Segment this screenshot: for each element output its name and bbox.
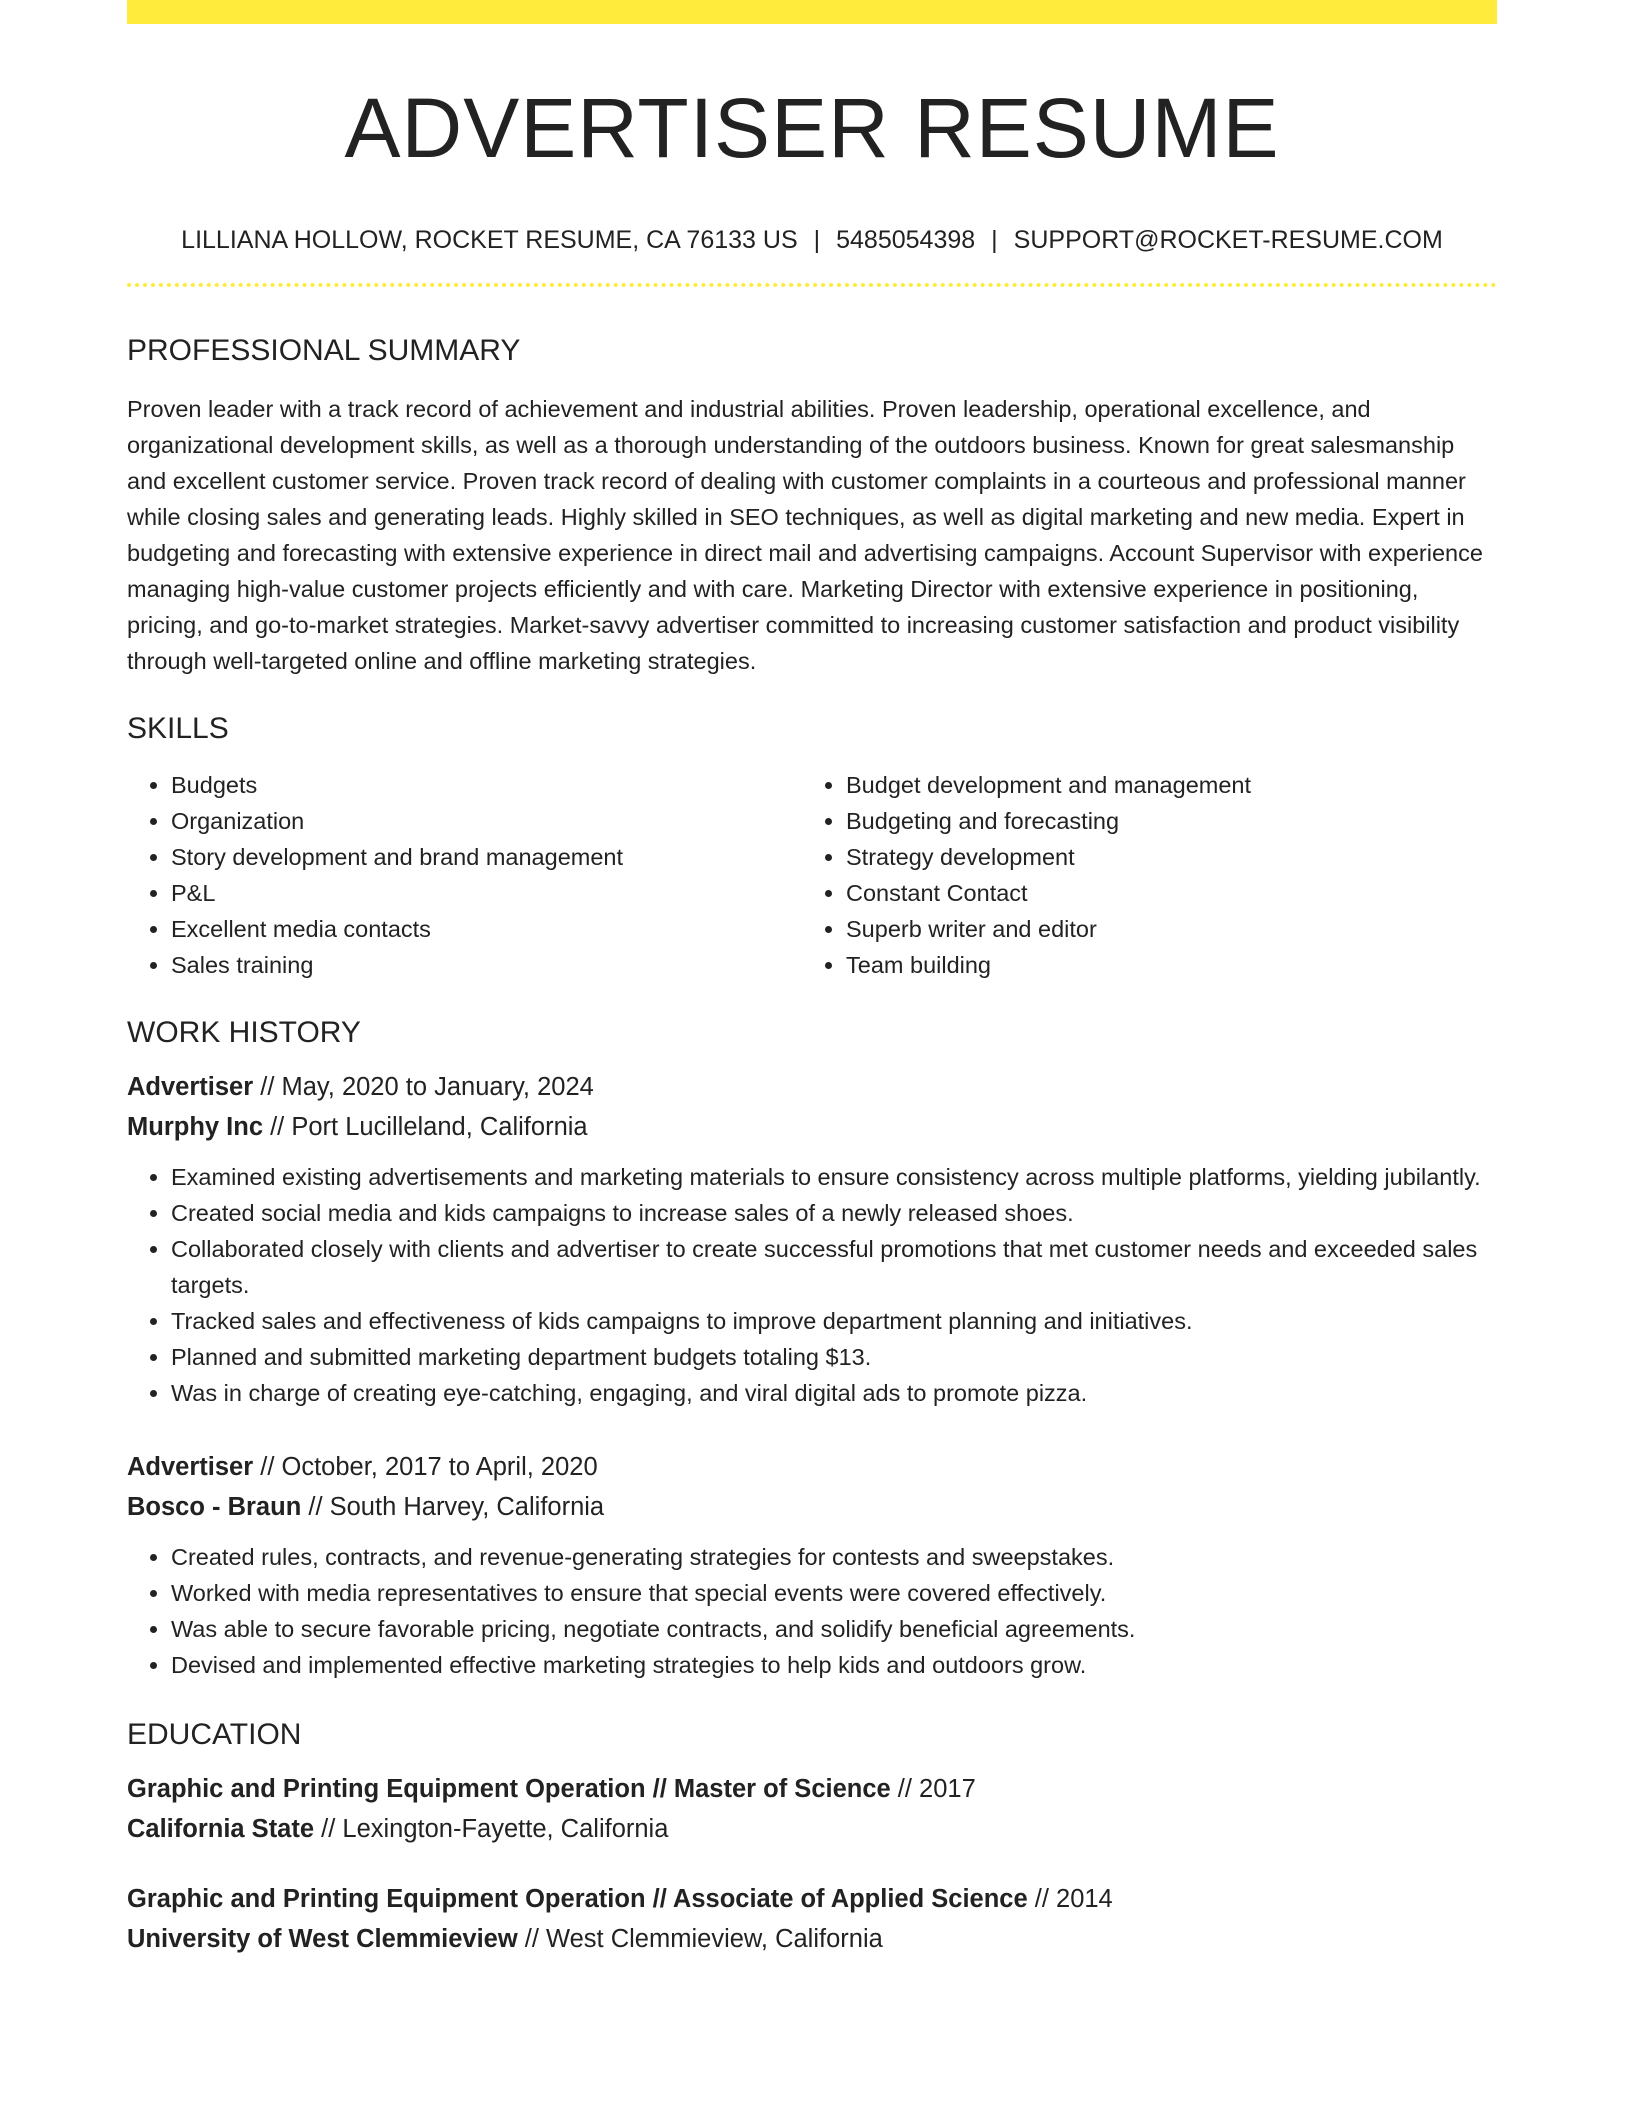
job-title-line	[127, 1447, 1497, 1487]
job-bullet: • Examined existing advertisements and marketing materials to ensure consistency across multiple platforms, yielding jubilantly.	[171, 1159, 1497, 1195]
school-name: University of West Clemmieview	[127, 1924, 518, 1953]
skill-item: • Budget development and management	[846, 767, 1477, 803]
skills-heading: SKILLS	[127, 711, 229, 745]
resume-page	[127, 0, 1497, 1959]
job-title: Advertiser	[127, 1452, 254, 1481]
degree-name: Graphic and Printing Equipment Operation // Associate of Applied Science	[127, 1884, 1028, 1913]
skills-grid	[127, 767, 1497, 983]
resume-title: ADVERTISER RESUME	[344, 81, 1280, 175]
school-name: California State	[127, 1814, 315, 1843]
job-bullet: • Devised and implemented effective marketing strategies to help kids and outdoors grow.	[171, 1647, 1497, 1683]
skill-item: • Constant Contact	[846, 875, 1477, 911]
education-entry	[127, 1769, 1497, 1849]
skill-item: • Organization	[171, 803, 802, 839]
dotted-divider	[127, 283, 1497, 287]
top-accent-bar	[127, 0, 1497, 24]
degree-year: // 2014	[1027, 1884, 1113, 1913]
education-heading: EDUCATION	[127, 1717, 302, 1751]
contact-line	[127, 224, 1497, 257]
skill-item: • Sales training	[171, 947, 802, 983]
job-bullet: • Was able to secure favorable pricing, negotiate contracts, and solidify beneficial agreements.	[171, 1611, 1497, 1647]
job-title: Advertiser	[127, 1072, 254, 1101]
skill-item: • P&L	[171, 875, 802, 911]
job-company-line	[127, 1487, 1497, 1527]
degree-name: Graphic and Printing Equipment Operation // Master of Science	[127, 1774, 891, 1803]
job-bullet: • Worked with media representatives to ensure that special events were covered effectively.	[171, 1575, 1497, 1611]
degree-year: // 2017	[890, 1774, 976, 1803]
contact-phone: 5485054398	[836, 226, 976, 255]
school-location: // Lexington-Fayette, California	[314, 1814, 669, 1843]
skills-list-left	[127, 767, 802, 983]
job-bullet-list	[127, 1539, 1497, 1683]
job-company: Murphy Inc	[127, 1112, 264, 1141]
skill-item: • Budgets	[171, 767, 802, 803]
summary-heading: PROFESSIONAL SUMMARY	[127, 333, 521, 367]
job-company: Bosco - Braun	[127, 1492, 302, 1521]
contact-separator: |	[991, 226, 998, 255]
skill-item: • Superb writer and editor	[846, 911, 1477, 947]
skill-item: • Excellent media contacts	[171, 911, 802, 947]
work-history-heading: WORK HISTORY	[127, 1015, 361, 1049]
school-line	[127, 1919, 1497, 1959]
job-location: // South Harvey, California	[301, 1492, 605, 1521]
degree-line	[127, 1879, 1497, 1919]
degree-line	[127, 1769, 1497, 1809]
contact-separator: |	[813, 226, 821, 255]
summary-text: Proven leader with a track record of achievement and industrial abilities. Proven leadership, operational excellence, and organizational development skills, as well as a thorough understanding of the outdoors business. Known for great salesmanship and excellent customer service. Proven track record of dealing with customer complaints in a courteous and professional manner while closing sales and generating leads. Highly skilled in SEO techniques, as well as digital marketing and new media. Expert in budgeting and forecasting with extensive experience in direct mail and advertising campaigns. Account Supervisor with experience managing high-value customer projects efficiently and with care. Marketing Director with extensive experience in positioning, pricing, and go-to-market strategies. Market-savvy advertiser committed to increasing customer satisfaction and product visibility through well-targeted online and offline marketing strategies.	[127, 395, 1483, 674]
contact-address: LILLIANA HOLLOW, ROCKET RESUME, CA 76133 US	[181, 226, 798, 255]
job-dates: // October, 2017 to April, 2020	[253, 1452, 598, 1481]
job-bullet: • Was in charge of creating eye-catching, engaging, and viral digital ads to promote pizza.	[171, 1375, 1497, 1411]
skill-item: • Story development and brand management	[171, 839, 802, 875]
school-line	[127, 1809, 1497, 1849]
job-bullet: • Planned and submitted marketing department budgets totaling $13.	[171, 1339, 1497, 1375]
skills-list-right	[802, 767, 1477, 983]
contact-email: SUPPORT@ROCKET-RESUME.COM	[1013, 226, 1443, 255]
job-bullet: • Tracked sales and effectiveness of kids campaigns to improve department planning and initiatives.	[171, 1303, 1497, 1339]
skill-item: • Budgeting and forecasting	[846, 803, 1477, 839]
skill-item: • Strategy development	[846, 839, 1477, 875]
job-entry	[127, 1067, 1497, 1411]
job-location: // Port Lucilleland, California	[263, 1112, 588, 1141]
job-bullet: • Created rules, contracts, and revenue-generating strategies for contests and sweepstakes.	[171, 1539, 1497, 1575]
job-company-line	[127, 1107, 1497, 1147]
job-entry	[127, 1447, 1497, 1683]
school-location: // West Clemmieview, California	[517, 1924, 883, 1953]
skill-item: • Team building	[846, 947, 1477, 983]
job-dates: // May, 2020 to January, 2024	[253, 1072, 594, 1101]
job-bullet: • Created social media and kids campaigns to increase sales of a newly released shoes.	[171, 1195, 1497, 1231]
job-bullet: • Collaborated closely with clients and advertiser to create successful promotions that met customer needs and exceeded sales targets.	[171, 1231, 1497, 1303]
education-entry	[127, 1879, 1497, 1959]
job-title-line	[127, 1067, 1497, 1107]
job-bullet-list	[127, 1159, 1497, 1411]
